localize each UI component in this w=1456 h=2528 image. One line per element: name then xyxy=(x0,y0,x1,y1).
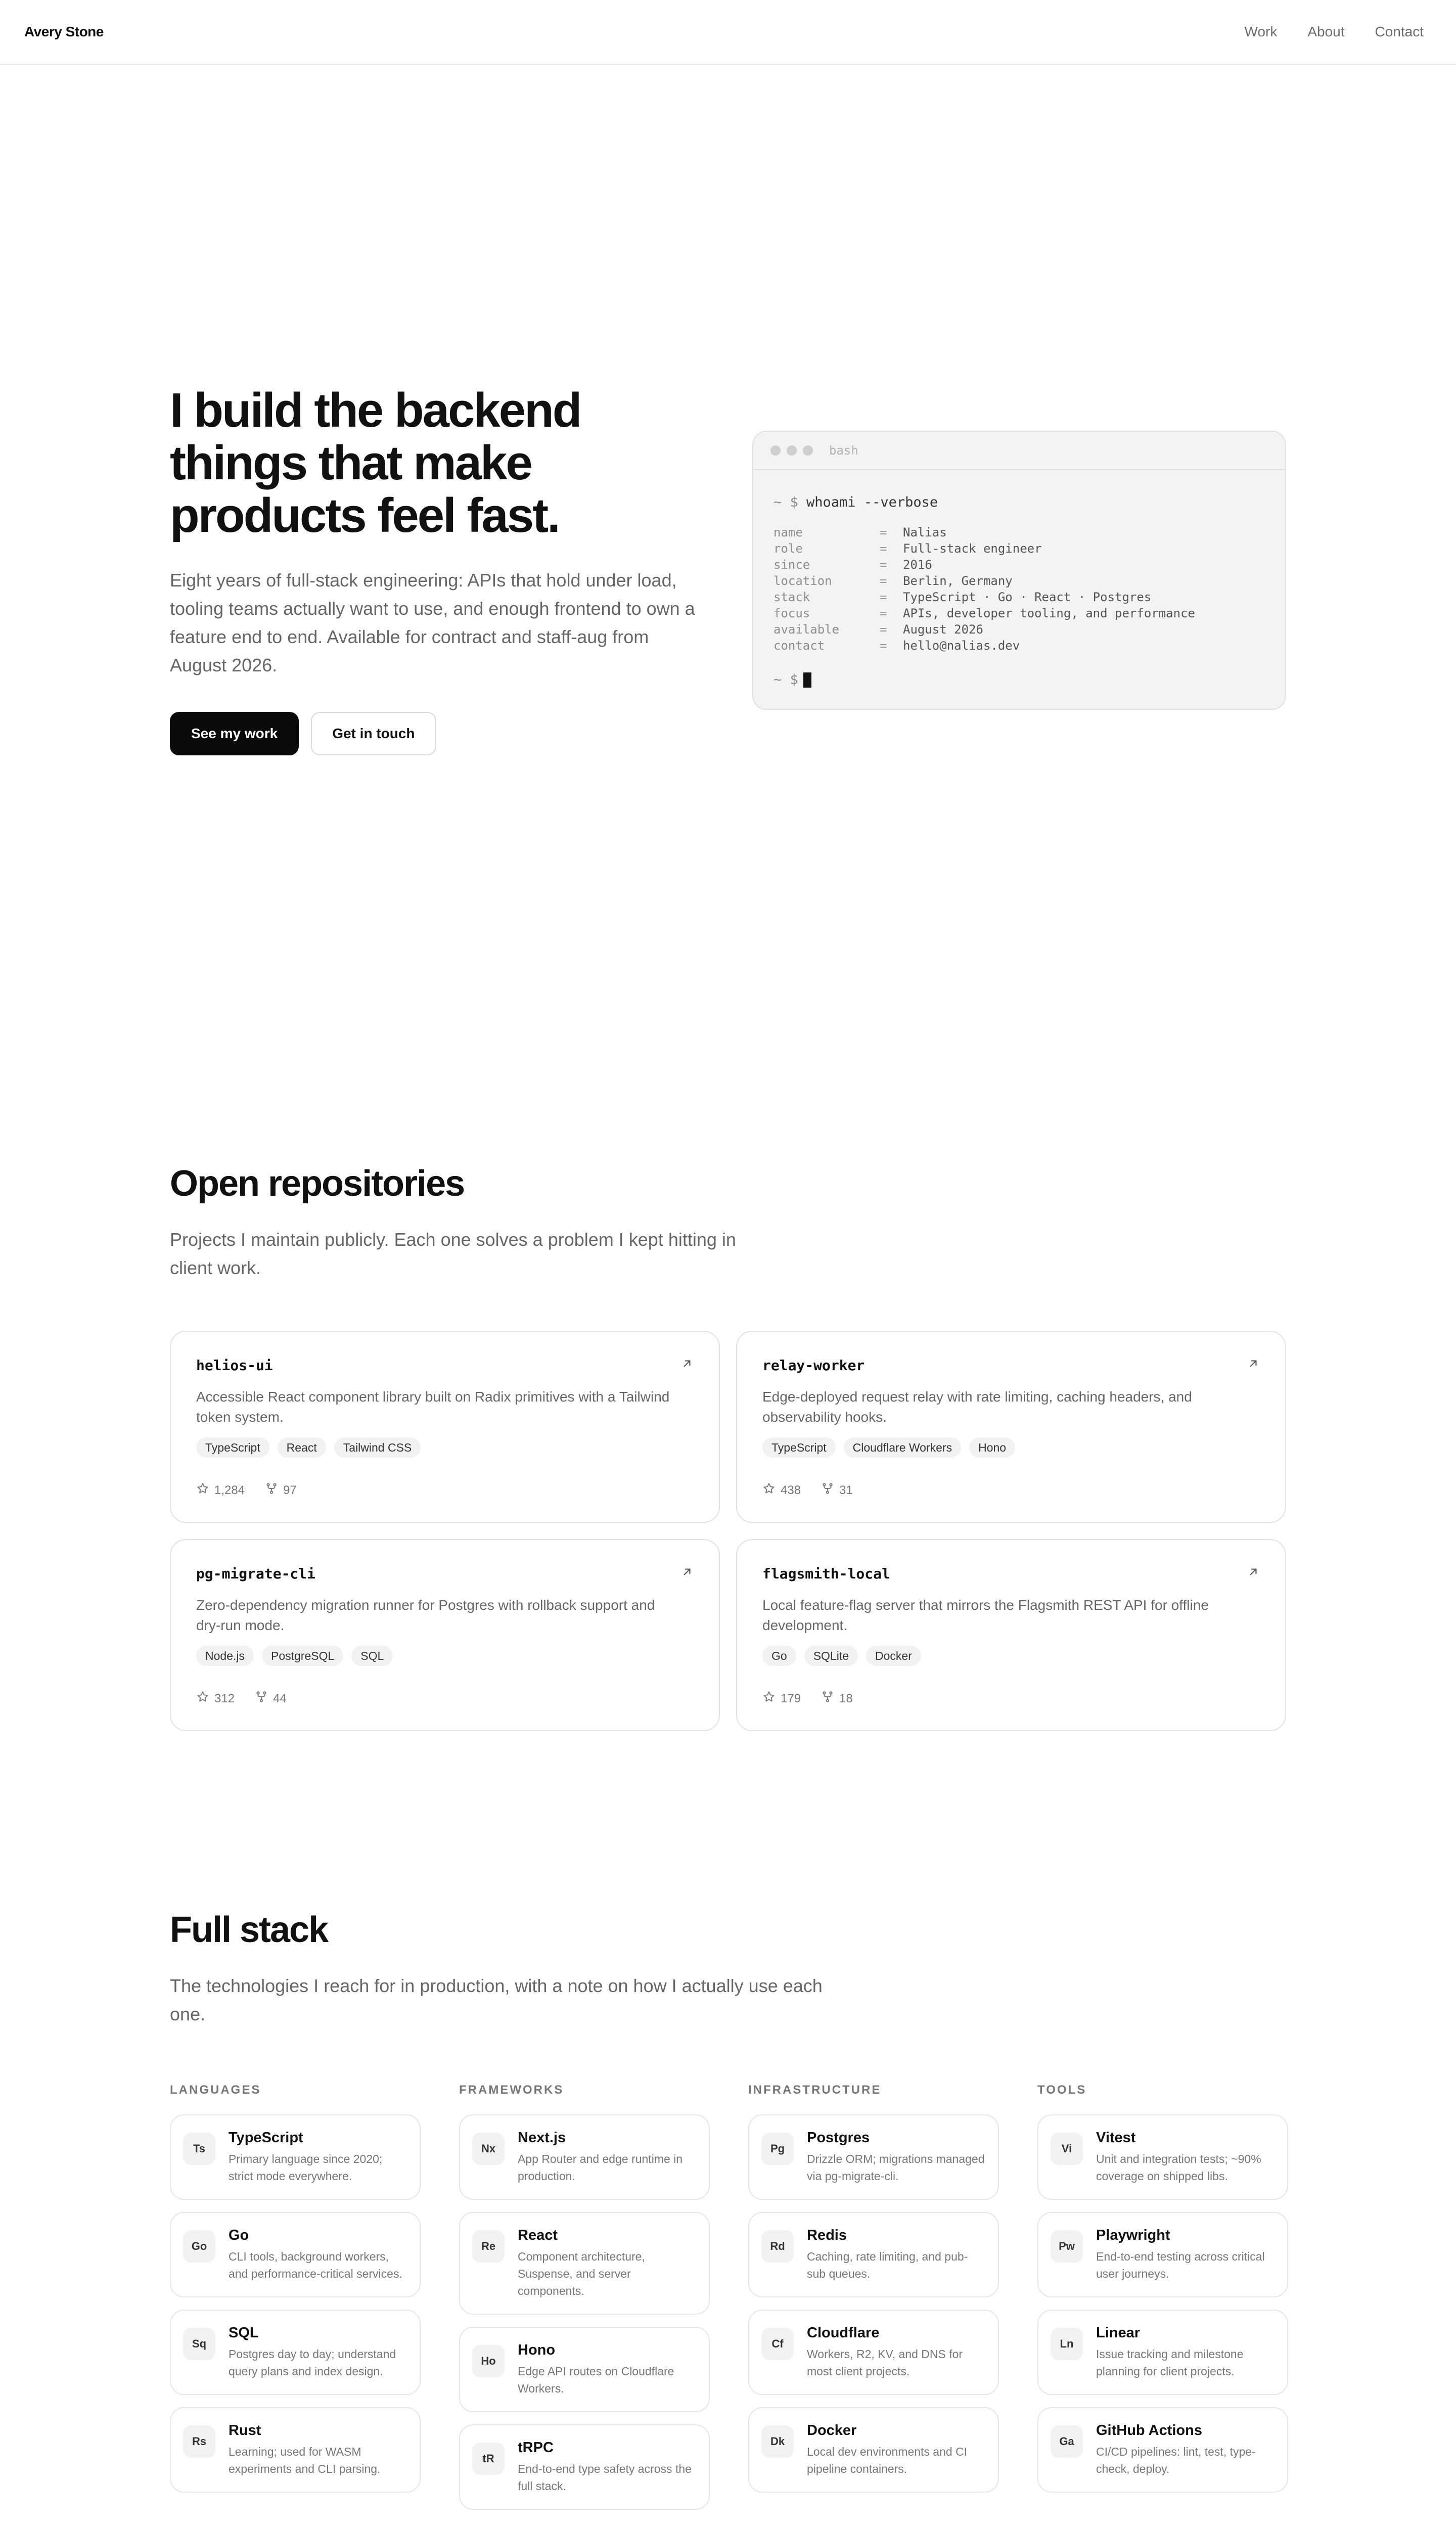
terminal-value: TypeScript · Go · React · Postgres xyxy=(903,590,1152,604)
stack-item-note: Edge API routes on Cloudflare Workers. xyxy=(518,2365,674,2395)
stack-item xyxy=(748,2212,999,2297)
fork-icon xyxy=(255,1690,268,1707)
stack-item xyxy=(459,2212,710,2315)
brand-logo[interactable]: Avery Stone xyxy=(24,24,104,39)
tag: SQLite xyxy=(804,1646,858,1666)
star-icon xyxy=(196,1690,209,1707)
window-dot-icon xyxy=(770,445,781,456)
stack-item-text xyxy=(518,2227,697,2299)
tag: Cloudflare Workers xyxy=(844,1437,961,1458)
tag: React xyxy=(278,1437,326,1458)
repo-tags xyxy=(762,1646,1260,1666)
stack-item-text xyxy=(229,2325,407,2380)
tech-badge-icon: Cf xyxy=(761,2328,794,2360)
terminal-row xyxy=(774,557,1285,573)
stack-item-text xyxy=(1096,2422,1275,2477)
stars-stat xyxy=(196,1690,235,1707)
window-dot-icon xyxy=(803,445,813,456)
stack-item-text xyxy=(518,2342,697,2397)
terminal-window xyxy=(752,431,1286,710)
stack-item xyxy=(1037,2310,1288,2395)
tag: Node.js xyxy=(196,1646,254,1666)
terminal-equals: = xyxy=(880,622,887,637)
repo-description: Local feature-flag server that mirrors the Flagsmith REST API for offline development. xyxy=(762,1597,1209,1633)
repo-tags xyxy=(196,1437,694,1458)
tech-badge-icon: Ln xyxy=(1051,2328,1083,2360)
terminal-key: available xyxy=(774,622,840,637)
terminal-output xyxy=(774,524,1285,654)
stack-column-title: TOOLS xyxy=(1037,2083,1087,2097)
terminal-value: Full-stack engineer xyxy=(903,541,1042,556)
stack-item-note: Local dev environments and CI pipeline containers. xyxy=(807,2445,968,2475)
star-icon xyxy=(762,1690,776,1707)
stack-column xyxy=(459,2083,710,2522)
terminal-command-line xyxy=(774,494,1285,510)
stack-column-title: FRAMEWORKS xyxy=(459,2083,564,2097)
stack-item xyxy=(459,2114,710,2200)
repo-description: Edge-deployed request relay with rate limiting, caching headers, and observability hooks. xyxy=(762,1389,1192,1425)
fork-icon xyxy=(821,1482,834,1499)
stack-item-name: SQL xyxy=(229,2325,259,2341)
stack-item-text xyxy=(1096,2227,1275,2282)
nav-contact[interactable]: Contact xyxy=(1375,24,1424,39)
stack-title: Full stack xyxy=(170,1910,328,1950)
terminal-cursor xyxy=(803,672,811,688)
terminal-value: Berlin, Germany xyxy=(903,574,1013,588)
stack-item-note: Primary language since 2020; strict mode everywhere. xyxy=(229,2152,383,2183)
stack-item-note: App Router and edge runtime in production. xyxy=(518,2152,683,2183)
stack-description: The technologies I reach for in production, with a note on how I actually use each one. xyxy=(170,1975,823,2024)
stars-count: 179 xyxy=(781,1691,801,1705)
stack-item xyxy=(170,2310,421,2395)
stack-item-name: GitHub Actions xyxy=(1096,2422,1202,2439)
terminal-row xyxy=(774,638,1285,654)
tag: Hono xyxy=(969,1437,1015,1458)
repos-description: Projects I maintain publicly. Each one solves a problem I kept hitting in client work. xyxy=(170,1229,736,1278)
see-my-work-button[interactable]: See my work xyxy=(170,712,299,755)
tech-badge-icon: Re xyxy=(472,2230,505,2263)
stack-item xyxy=(748,2114,999,2200)
stack-item-note: Component architecture, Suspense, and server components. xyxy=(518,2250,645,2297)
terminal-equals: = xyxy=(880,541,887,556)
forks-stat xyxy=(265,1482,297,1499)
stack-item xyxy=(748,2407,999,2493)
hero-title-line: products feel fast. xyxy=(170,488,559,543)
stars-stat xyxy=(762,1482,801,1499)
tag: Go xyxy=(762,1646,796,1666)
stack-item-name: Docker xyxy=(807,2422,857,2439)
tag: Tailwind CSS xyxy=(334,1437,421,1458)
stack-column xyxy=(170,2083,421,2505)
stack-item-name: TypeScript xyxy=(229,2130,303,2146)
stack-item-text xyxy=(1096,2130,1275,2185)
external-link-icon[interactable] xyxy=(680,1565,694,1578)
terminal-equals: = xyxy=(880,639,887,653)
repos-title: Open repositories xyxy=(170,1163,465,1204)
forks-count: 44 xyxy=(273,1691,287,1705)
stack-item-name: React xyxy=(518,2227,558,2243)
terminal-equals: = xyxy=(880,590,887,604)
tech-badge-icon: Ts xyxy=(183,2133,215,2165)
terminal-key: location xyxy=(774,574,832,588)
window-dot-icon xyxy=(787,445,797,456)
terminal-row xyxy=(774,589,1285,605)
stack-column-title: LANGUAGES xyxy=(170,2083,261,2097)
stack-item-note: Workers, R2, KV, and DNS for most client projects. xyxy=(807,2348,963,2378)
stack-item-note: Drizzle ORM; migrations managed via pg-migrate-cli. xyxy=(807,2152,985,2183)
stack-item-note: Caching, rate limiting, and pub-sub queues. xyxy=(807,2250,968,2280)
stack-item-name: Cloudflare xyxy=(807,2325,880,2341)
stack-item xyxy=(170,2114,421,2200)
stack-item-note: CI/CD pipelines: lint, test, type-check, deploy. xyxy=(1096,2445,1256,2475)
forks-stat xyxy=(255,1690,287,1707)
stars-stat xyxy=(762,1690,801,1707)
stack-column xyxy=(1037,2083,1288,2505)
terminal-row xyxy=(774,524,1285,540)
terminal-row xyxy=(774,621,1285,638)
tech-badge-icon: Nx xyxy=(472,2133,505,2165)
stack-item xyxy=(459,2327,710,2412)
terminal-cursor-line xyxy=(774,672,1285,688)
tech-badge-icon: tR xyxy=(472,2443,505,2475)
terminal-row xyxy=(774,540,1285,557)
stack-item xyxy=(1037,2212,1288,2297)
repo-card[interactable] xyxy=(736,1331,1286,1523)
tag: PostgreSQL xyxy=(262,1646,343,1666)
hero-description: Eight years of full-stack engineering: APIs that hold under load, tooling teams actually want to use, and enough frontend to own a feature end to end. Available for contract and staff-aug from August 2026. xyxy=(170,570,695,675)
stack-item-name: Linear xyxy=(1096,2325,1141,2341)
terminal-row xyxy=(774,605,1285,621)
terminal-command: whoami --verbose xyxy=(806,494,938,510)
tech-badge-icon: Ho xyxy=(472,2345,505,2377)
nav-about[interactable]: About xyxy=(1307,24,1345,39)
tech-badge-icon: Go xyxy=(183,2230,215,2263)
terminal-key: name xyxy=(774,525,803,539)
tech-badge-icon: Sq xyxy=(183,2328,215,2360)
terminal-prompt: ~ $ xyxy=(774,494,798,510)
stack-item-text xyxy=(518,2440,697,2495)
tech-badge-icon: Pg xyxy=(761,2133,794,2165)
terminal-equals: = xyxy=(880,574,887,588)
fork-icon xyxy=(821,1690,834,1707)
terminal-key: contact xyxy=(774,639,825,653)
stack-column xyxy=(748,2083,999,2505)
stack-item-note: End-to-end testing across critical user journeys. xyxy=(1096,2250,1265,2280)
repo-tags xyxy=(196,1646,694,1666)
fork-icon xyxy=(265,1482,278,1499)
tag: SQL xyxy=(351,1646,393,1666)
stack-item-name: Go xyxy=(229,2227,249,2243)
stack-item-name: tRPC xyxy=(518,2440,554,2456)
stack-item-text xyxy=(518,2130,697,2185)
hero-buttons xyxy=(170,712,436,755)
stack-item xyxy=(1037,2114,1288,2200)
stack-item-text xyxy=(807,2130,986,2185)
repo-stats xyxy=(762,1482,853,1499)
tech-badge-icon: Ga xyxy=(1051,2425,1083,2458)
terminal-title: bash xyxy=(829,443,858,458)
repo-description: Zero-dependency migration runner for Postgres with rollback support and dry-run mode. xyxy=(196,1597,655,1633)
stack-item-name: Hono xyxy=(518,2342,556,2358)
stack-item-note: CLI tools, background workers, and performance-critical services. xyxy=(229,2250,402,2280)
stars-count: 438 xyxy=(781,1483,801,1497)
terminal-key: focus xyxy=(774,606,810,620)
stack-item-note: Issue tracking and milestone planning for client projects. xyxy=(1096,2348,1244,2378)
forks-count: 31 xyxy=(839,1483,853,1497)
repo-name[interactable]: relay-worker xyxy=(762,1357,865,1374)
stack-item-name: Playwright xyxy=(1096,2227,1170,2243)
star-icon xyxy=(762,1482,776,1499)
terminal-key: role xyxy=(774,541,803,556)
terminal-prompt: ~ $ xyxy=(774,672,798,688)
stack-item xyxy=(748,2310,999,2395)
tech-badge-icon: Rs xyxy=(183,2425,215,2458)
terminal-equals: = xyxy=(880,558,887,572)
nav-work[interactable]: Work xyxy=(1244,24,1278,39)
stack-item-text xyxy=(807,2325,986,2380)
repo-tags xyxy=(762,1437,1260,1458)
repo-stats xyxy=(196,1482,297,1499)
terminal-value: 2016 xyxy=(903,558,932,572)
external-link-icon[interactable] xyxy=(680,1357,694,1370)
terminal-key: stack xyxy=(774,590,810,604)
terminal-equals: = xyxy=(880,525,887,539)
repo-name[interactable]: helios-ui xyxy=(196,1357,273,1374)
stack-item-text xyxy=(229,2227,407,2282)
forks-count: 18 xyxy=(839,1691,853,1705)
repo-name[interactable]: pg-migrate-cli xyxy=(196,1565,316,1582)
stack-item-text xyxy=(807,2422,986,2477)
tag: TypeScript xyxy=(196,1437,269,1458)
repo-name[interactable]: flagsmith-local xyxy=(762,1565,890,1582)
stars-count: 1,284 xyxy=(214,1483,245,1497)
stars-stat xyxy=(196,1482,245,1499)
stack-item xyxy=(170,2407,421,2493)
repo-card[interactable] xyxy=(170,1539,720,1731)
tech-badge-icon: Vi xyxy=(1051,2133,1083,2165)
stack-item-note: Learning; used for WASM experiments and CLI parsing. xyxy=(229,2445,381,2475)
stack-item-note: End-to-end type safety across the full stack. xyxy=(518,2462,692,2493)
repo-description: Accessible React component library built on Radix primitives with a Tailwind token system. xyxy=(196,1389,670,1425)
external-link-icon[interactable] xyxy=(1247,1565,1260,1578)
main-nav xyxy=(1245,24,1424,40)
stack-item xyxy=(170,2212,421,2297)
stack-item xyxy=(459,2424,710,2510)
stack-column-title: INFRASTRUCTURE xyxy=(748,2083,882,2097)
star-icon xyxy=(196,1482,209,1499)
stack-item-name: Rust xyxy=(229,2422,261,2439)
forks-stat xyxy=(821,1690,853,1707)
terminal-body xyxy=(753,470,1285,688)
terminal-value: hello@nalias.dev xyxy=(903,639,1020,653)
hero-title xyxy=(170,384,625,542)
tech-badge-icon: Dk xyxy=(761,2425,794,2458)
get-in-touch-button[interactable]: Get in touch xyxy=(311,712,436,755)
terminal-row xyxy=(774,573,1285,589)
tag: Docker xyxy=(866,1646,921,1666)
hero-title-line: I build the backend xyxy=(170,383,581,437)
site-header xyxy=(0,0,1456,65)
terminal-value: August 2026 xyxy=(903,622,983,637)
tech-badge-icon: Rd xyxy=(761,2230,794,2263)
terminal-key: since xyxy=(774,558,810,572)
stars-count: 312 xyxy=(214,1691,235,1705)
stack-item-text xyxy=(807,2227,986,2282)
hero-title-line: things that make xyxy=(170,436,531,490)
terminal-value: Nalias xyxy=(903,525,947,539)
stack-item-text xyxy=(229,2130,407,2185)
stack-item-name: Redis xyxy=(807,2227,847,2243)
stack-item-name: Vitest xyxy=(1096,2130,1136,2146)
external-link-icon[interactable] xyxy=(1247,1357,1260,1370)
forks-stat xyxy=(821,1482,853,1499)
stack-item-note: Postgres day to day; understand query plans and index design. xyxy=(229,2348,396,2378)
terminal-titlebar xyxy=(753,432,1285,470)
stack-item-text xyxy=(1096,2325,1275,2380)
repo-stats xyxy=(762,1690,853,1707)
stack-item xyxy=(1037,2407,1288,2493)
forks-count: 97 xyxy=(283,1483,297,1497)
tech-badge-icon: Pw xyxy=(1051,2230,1083,2263)
terminal-value: APIs, developer tooling, and performance xyxy=(903,606,1195,620)
repo-card[interactable] xyxy=(170,1331,720,1523)
repo-card[interactable] xyxy=(736,1539,1286,1731)
tag: TypeScript xyxy=(762,1437,836,1458)
stack-item-name: Postgres xyxy=(807,2130,870,2146)
stack-item-text xyxy=(229,2422,407,2477)
stack-item-name: Next.js xyxy=(518,2130,566,2146)
repo-stats xyxy=(196,1690,287,1707)
stack-item-note: Unit and integration tests; ~90% coverage on shipped libs. xyxy=(1096,2152,1261,2183)
terminal-equals: = xyxy=(880,606,887,620)
